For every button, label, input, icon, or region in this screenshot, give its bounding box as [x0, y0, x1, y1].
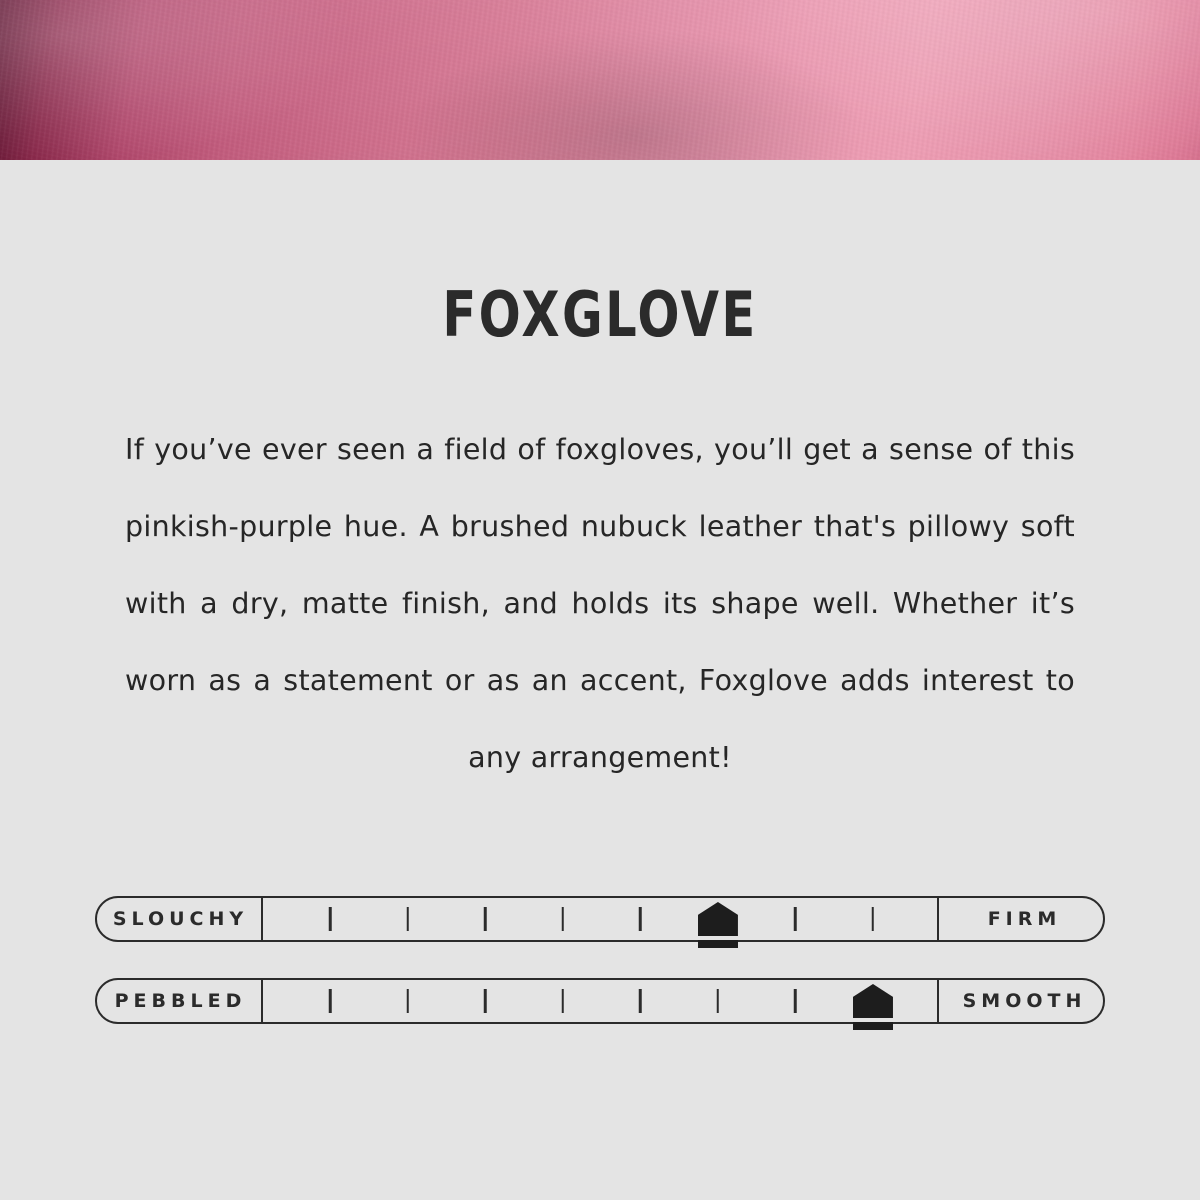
slider-structure[interactable] — [95, 896, 1105, 942]
slider-left-label: SLOUCHY — [95, 896, 263, 942]
slider-texture[interactable] — [95, 978, 1105, 1024]
slider-handle[interactable] — [853, 984, 893, 1030]
slider-tick — [562, 989, 565, 1013]
slider-tick — [717, 989, 720, 1013]
slider-tick — [872, 907, 875, 931]
slider-left-label: PEBBLED — [95, 978, 263, 1024]
slider-right-label: SMOOTH — [937, 978, 1105, 1024]
slider-tick — [407, 989, 410, 1013]
slider-right-label: FIRM — [937, 896, 1105, 942]
slider-tick — [484, 907, 487, 931]
slider-tick — [639, 907, 642, 931]
description-paragraph: If you’ve ever seen a field of foxgloves, you’ll get a sense of this pinkish-purple hue. A brushed nubuck leather that's pillowy soft with a dry, matte finish, and holds its shape well. Whether it’s worn as a statement or as an accent, Foxglove adds interest to any arrangement! — [125, 433, 1075, 774]
slider-tick — [794, 907, 797, 931]
slider-handle-bar — [853, 1022, 893, 1030]
attribute-sliders — [100, 896, 1100, 1024]
swatch-grain-texture — [0, 0, 1200, 160]
page-title: FOXGLOVE — [442, 278, 758, 351]
slider-tick — [562, 907, 565, 931]
slider-handle-pin — [698, 902, 738, 936]
slider-handle-pin — [853, 984, 893, 1018]
slider-tick — [407, 907, 410, 931]
slider-ticks — [263, 978, 937, 1024]
slider-ticks — [263, 896, 937, 942]
slider-handle[interactable] — [698, 902, 738, 948]
leather-swatch-banner — [0, 0, 1200, 160]
slider-tick — [794, 989, 797, 1013]
content-area — [0, 278, 1200, 1024]
slider-tick — [484, 989, 487, 1013]
slider-tick — [329, 989, 332, 1013]
slider-handle-bar — [698, 940, 738, 948]
slider-tick — [639, 989, 642, 1013]
slider-tick — [329, 907, 332, 931]
